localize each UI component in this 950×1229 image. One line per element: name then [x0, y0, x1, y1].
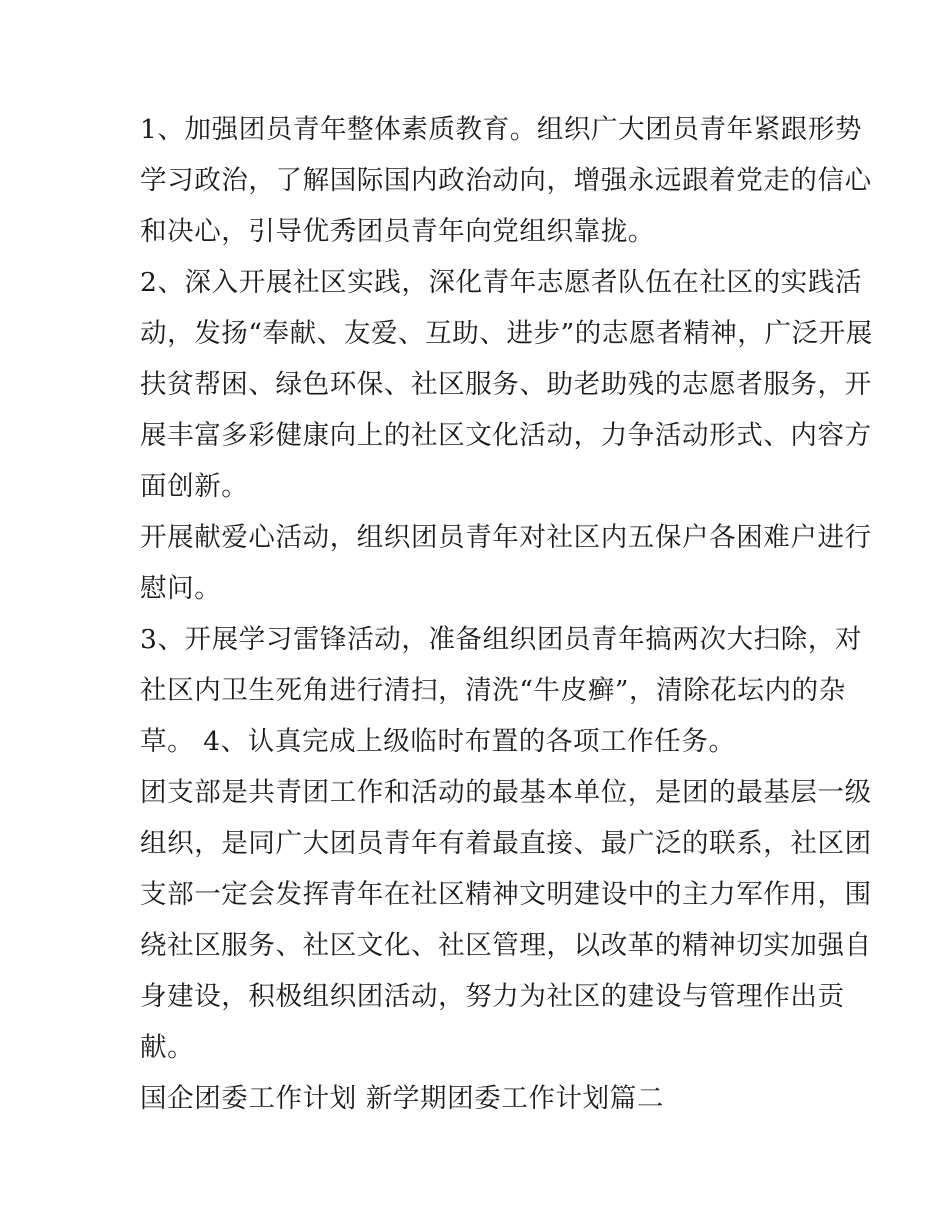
text-line: 1、加强团员青年整体素质教育。组织广大团员青年紧跟形势: [140, 114, 863, 145]
text-line: 国企团委工作计划 新学期团委工作计划篇二: [140, 1083, 664, 1114]
text-line: 面创新。: [140, 471, 249, 502]
text-line: 献。: [140, 1032, 195, 1063]
text-line: 绕社区服务、社区文化、社区管理，以改革的精神切实加强自: [140, 930, 872, 961]
document-page: [140, 104, 873, 1124]
paragraph: [140, 614, 863, 767]
text-line: 3、开展学习雷锋活动，准备组织团员青年搞两次大扫除，对: [140, 624, 863, 655]
text-line: 和决心，引导优秀团员青年向党组织靠拢。: [140, 216, 655, 247]
text-line: 开展献爱心活动，组织团员青年对社区内五保户各困难户进行: [140, 522, 872, 553]
text-line: 2、深入开展社区实践，深化青年志愿者队伍在社区的实践活: [140, 267, 863, 298]
paragraph: [140, 257, 873, 512]
paragraph: [140, 512, 872, 614]
text-line: 社区内卫生死角进行清扫，清洗“牛皮癣”，清除花坛内的杂: [140, 675, 846, 706]
text-line: 支部一定会发挥青年在社区精神文明建设中的主力军作用，围: [140, 879, 872, 910]
text-line: 学习政治，了解国际国内政治动向，增强永远跟着党走的信心: [140, 165, 872, 196]
text-line: 团支部是共青团工作和活动的最基本单位，是团的最基层一级: [140, 777, 872, 808]
text-line: 草。 4、认真完成上级临时布置的各项工作任务。: [140, 726, 736, 757]
paragraph: [140, 1073, 840, 1124]
paragraph: [140, 767, 872, 1073]
text-line: 慰问。: [140, 573, 222, 604]
text-line: 扶贫帮困、绿色环保、社区服务、助老助残的志愿者服务，开: [140, 369, 872, 400]
text-line: 动，发扬“奉献、友爱、互助、进步”的志愿者精神，广泛开展: [140, 318, 873, 349]
text-line: 组织，是同广大团员青年有着最直接、最广泛的联系，社区团: [140, 828, 872, 859]
text-line: 身建设，积极组织团活动，努力为社区的建设与管理作出贡: [140, 981, 845, 1012]
text-line: 展丰富多彩健康向上的社区文化活动，力争活动形式、内容方: [140, 420, 872, 451]
paragraph: [140, 104, 872, 257]
